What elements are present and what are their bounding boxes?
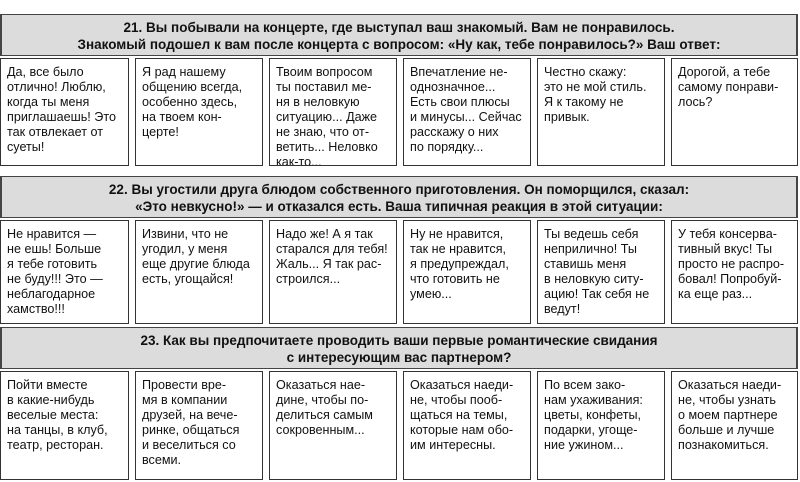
answer-line: сокровенным...	[276, 423, 365, 437]
answer-line: ведут!	[544, 302, 581, 316]
question-title-line: «Это невкусно!» — и отказался есть. Ваша типичная реакция в этой ситуации:	[135, 199, 663, 214]
answer-option[interactable]	[403, 58, 531, 166]
answer-line: общению всегда,	[142, 80, 243, 94]
answer-option[interactable]	[537, 220, 665, 324]
answer-line: по порядку...	[410, 140, 484, 154]
answer-line: друзей, на вече-	[142, 408, 238, 422]
answer-line: Надо же! А я так	[276, 227, 373, 241]
answer-line: ка еще раз...	[678, 287, 753, 301]
answer-line: подарки, угоще-	[544, 423, 638, 437]
answer-line: ставишь меня	[544, 257, 627, 271]
answer-line: Ты ведешь себя	[544, 227, 639, 241]
answer-line: хамство!!!	[7, 302, 65, 316]
answer-line: У тебя консерва-	[678, 227, 777, 241]
answer-line: строился...	[276, 272, 341, 286]
answer-line: делиться самым	[276, 408, 373, 422]
answer-option[interactable]	[269, 220, 397, 324]
answer-line: когда ты меня	[7, 95, 90, 109]
answer-line: Не нравится —	[7, 227, 97, 241]
answer-option[interactable]	[403, 371, 531, 480]
answer-line: умею...	[410, 287, 452, 301]
answer-line: отлично! Люблю,	[7, 80, 106, 94]
answer-line: церте!	[142, 125, 179, 139]
answer-line: приглашаешь! Это	[7, 110, 116, 124]
question-title-line: с интересующим вас партнером?	[286, 350, 512, 365]
answer-line: как-то...	[276, 155, 322, 166]
answer-line: Есть свои плюсы	[410, 95, 510, 109]
answer-option[interactable]	[135, 371, 263, 480]
answer-line: это не мой стиль.	[544, 80, 647, 94]
answer-line: я предупреждал,	[410, 257, 509, 271]
question-header	[0, 176, 798, 218]
answer-line: что готовить не	[410, 272, 500, 286]
answer-line: не ешь! Больше	[7, 242, 102, 256]
answer-line: Впечатление не-	[410, 65, 508, 79]
answer-line: еще другие блюда	[142, 257, 250, 271]
answer-line: тивный вкус! Ты	[678, 242, 773, 256]
answer-line: дине, чтобы по-	[276, 393, 369, 407]
answer-option[interactable]	[537, 58, 665, 166]
answer-line: Пойти вместе	[7, 378, 88, 392]
answer-option[interactable]	[537, 371, 665, 480]
answer-line: есть, угощайся!	[142, 272, 234, 286]
answer-option[interactable]	[135, 220, 263, 324]
answer-line: которые нам обо-	[410, 423, 514, 437]
answer-line: ня в неловкую	[276, 95, 360, 109]
answer-line: лось?	[678, 95, 713, 109]
answer-line: цветы, конфеты,	[544, 408, 642, 422]
answer-option[interactable]	[0, 220, 129, 324]
answer-line: суеты!	[7, 140, 45, 154]
answer-line: неблагодарное	[7, 287, 96, 301]
answer-line: ринке, общаться	[142, 423, 240, 437]
answer-line: Оказаться наеди-	[410, 378, 514, 392]
answer-line: Честно скажу:	[544, 65, 627, 79]
question-title-line: 21. Вы побывали на концерте, где выступал ваш знакомый. Вам не понравилось.	[123, 20, 675, 35]
answer-line: угодил, у меня	[142, 242, 228, 256]
answer-line: и веселиться со	[142, 438, 236, 452]
answer-line: ситуацию... Даже	[276, 110, 378, 124]
answer-line: Я рад нашему	[142, 65, 226, 79]
answer-line: Да, все было	[7, 65, 84, 79]
question-title-line: Знакомый подошел к вам после концерта с вопросом: «Ну как, тебе понравилось?» Ваш ответ:	[77, 37, 721, 52]
answer-line: ацию! Так себя не	[544, 287, 650, 301]
answer-line: Жаль... Я так рас-	[276, 257, 382, 271]
answer-line: привык.	[544, 110, 590, 124]
answer-line: познакомиться.	[678, 438, 769, 452]
answer-line: просто не распро-	[678, 257, 785, 271]
answer-line: Провести вре-	[142, 378, 227, 392]
answer-line: однозначное...	[410, 80, 496, 94]
answer-line: не буду!!! Это —	[7, 272, 103, 286]
answer-line: им интересны.	[410, 438, 496, 452]
answer-line: старался для тебя!	[276, 242, 388, 256]
answer-line: ты поставил ме-	[276, 80, 372, 94]
answer-line: Ну не нравится,	[410, 227, 504, 241]
answer-option[interactable]	[671, 58, 798, 166]
question-title-line: 22. Вы угостили друга блюдом собственного приготовления. Он поморщился, сказал:	[108, 182, 690, 197]
answer-line: в какие-нибудь	[7, 393, 95, 407]
answer-line: веселые места:	[7, 408, 99, 422]
answer-line: на танцы, в клуб,	[7, 423, 108, 437]
answer-line: Твоим вопросом	[276, 65, 373, 79]
answer-line: Оказаться нае-	[276, 378, 366, 392]
answer-line: на твоем кон-	[142, 110, 222, 124]
answer-line: в неловкую ситу-	[544, 272, 644, 286]
answer-line: о моем партнере	[678, 408, 778, 422]
answer-line: не, чтобы пооб-	[410, 393, 503, 407]
question-header	[0, 327, 798, 369]
question-header	[0, 14, 798, 56]
answer-option[interactable]	[269, 371, 397, 480]
answer-option[interactable]	[0, 371, 129, 480]
answer-line: всеми.	[142, 453, 182, 467]
answer-line: больше и лучше	[678, 423, 775, 437]
answer-option[interactable]	[671, 371, 798, 480]
answer-line: нам ухаживания:	[544, 393, 643, 407]
answer-line: Оказаться наеди-	[678, 378, 782, 392]
answer-line: и минусы... Сейчас	[410, 110, 522, 124]
answer-line: бовал! Попробуй-	[678, 272, 782, 286]
answer-line: Извини, что не	[142, 227, 229, 241]
answer-line: Я к такому не	[544, 95, 624, 109]
answer-line: самому понрави-	[678, 80, 779, 94]
answer-option[interactable]	[671, 220, 798, 324]
answer-option[interactable]	[135, 58, 263, 166]
answer-line: особенно здесь,	[142, 95, 238, 109]
answer-option[interactable]	[0, 58, 129, 166]
answer-option[interactable]	[269, 58, 397, 166]
answer-line: театр, ресторан.	[7, 438, 104, 452]
answer-line: щаться на темы,	[410, 408, 508, 422]
answer-line: мя в компании	[142, 393, 228, 407]
answer-line: так отвлекает от	[7, 125, 104, 139]
answer-line: так не нравится,	[410, 242, 507, 256]
answer-line: Дорогой, а тебе	[678, 65, 771, 79]
answer-line: я тебе готовить	[7, 257, 98, 271]
answer-line: По всем зако-	[544, 378, 626, 392]
answer-line: неприлично! Ты	[544, 242, 637, 256]
answer-line: ние ужином...	[544, 438, 624, 452]
answer-line: не, чтобы узнать	[678, 393, 776, 407]
question-title-line: 23. Как вы предпочитаете проводить ваши первые романтические свидания	[140, 333, 658, 348]
answer-line: не знаю, что от-	[276, 125, 370, 139]
answer-option[interactable]	[403, 220, 531, 324]
answer-line: расскажу о них	[410, 125, 499, 139]
answer-line: ветить... Неловко	[276, 140, 378, 154]
